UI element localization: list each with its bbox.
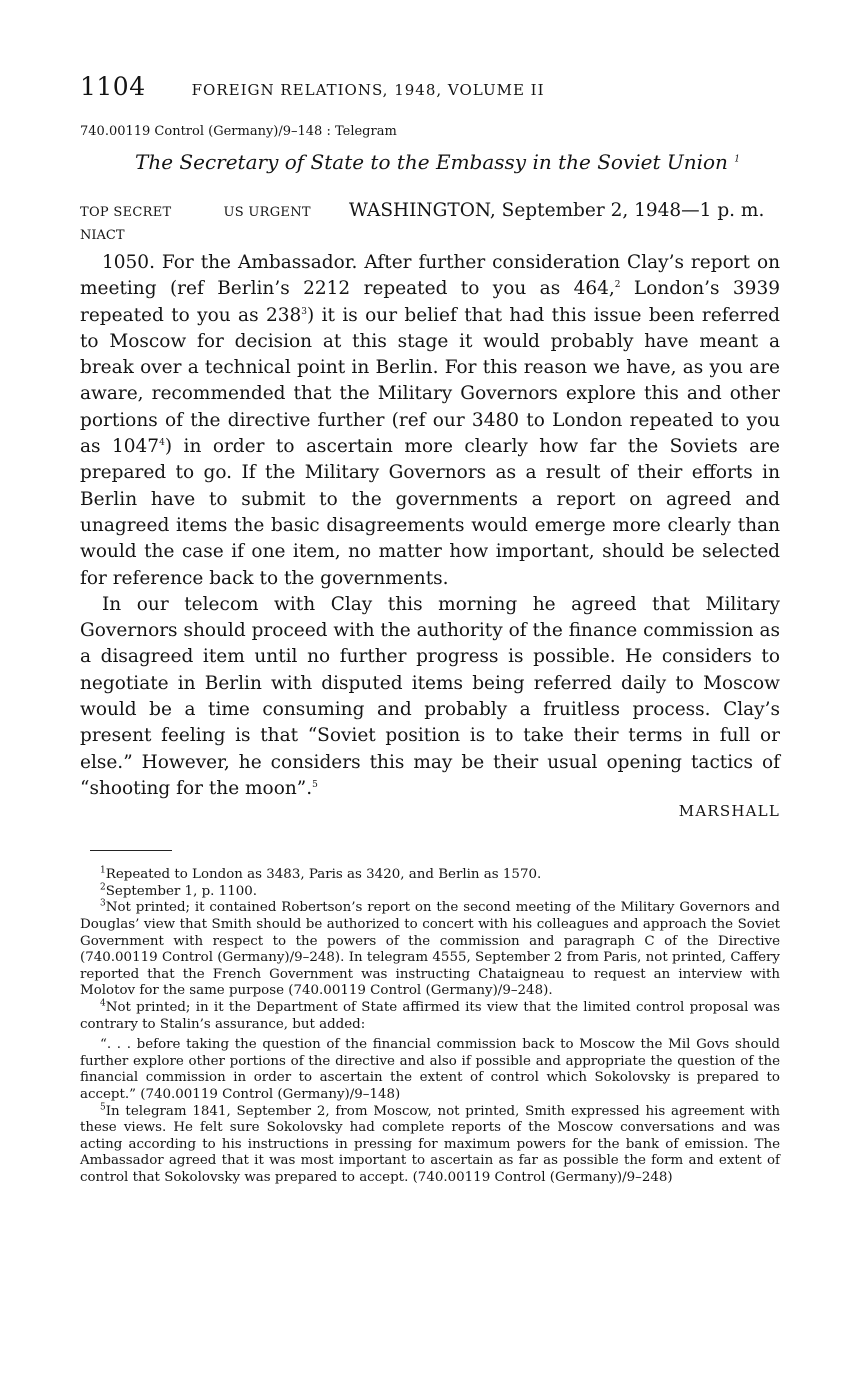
p1-text-a: 1050. For the Ambassador. After further consideration Clay’s report on meeting (ref Berlin’s 2212 repeated to you as 464, — [80, 252, 780, 300]
footnote-2-mark: 2 — [100, 882, 106, 893]
footnote-5-text: In telegram 1841, September 2, from Moscow, not printed, Smith expressed his agreement with these views. He felt sure Sokolovsky had complete reports of the Moscow conversations and was acting according to his instructions in pressing for maximum powers for the bank of emission. The Ambassador agreed that it was most important to ascertain as far as possible the form and extent of control that Sokolovsky was prepared to accept. (740.00119 Control (Germany)/9–248) — [80, 1103, 780, 1185]
body-paragraph-1 — [80, 250, 780, 592]
footnote-3-text: Not printed; it contained Robertson’s report on the second meeting of the Military Governors and Douglas’ view that Smith should be authorized to concert with his colleagues and approach the Soviet Government with respect to the powers of the commission and paragraph C of the Directive (740.00119 Control (Germany)/9–248). In telegram 4555, September 2 from Paris, not printed, Caffery reported that the French Government was instructing Chataigneau to request an interview with Molotov for the same purpose (740.00119 Control (Germany)/9–248). — [80, 900, 780, 999]
footnote-5-mark: 5 — [100, 1102, 106, 1113]
footnote-1-mark: 1 — [100, 865, 106, 876]
running-title: FOREIGN RELATIONS, 1948, VOLUME II — [191, 81, 545, 99]
p1-text-c: ) it is our belief that had this issue been referred to Moscow for decision at this stage it would probably have meant a break over a technical point in Berlin. For this reason we have, as you are aware, recommended that the Military Governors explore this and other portions of the directive further (ref our 3480 to London repeated to you as 1047 — [80, 304, 780, 458]
page-number: 1104 — [80, 72, 146, 101]
classification-top-secret: TOP SECRET — [80, 205, 172, 220]
footnote-3-mark: 3 — [100, 898, 106, 909]
footnote-4-text: Not printed; in it the Department of State affirmed its view that the limited control proposal was contrary to Stalin’s assurance, but added: — [80, 999, 780, 1032]
p1-text-b: London’s 3939 repeated to you as 238 — [80, 278, 780, 326]
footnote-4-quote: “. . . before taking the question of the financial commission back to Moscow the Mil Govs should further explore other portions of the directive and also if possible and appropriate the question of the financial commission in order to ascertain the extent of control which Sokolovsky is prepared to accept.” (740.00119 Control (Germany)/9–148) — [80, 1037, 780, 1102]
footnote-ref-1: 1 — [734, 154, 741, 165]
footnotes — [80, 867, 780, 1186]
footnote-4 — [80, 1000, 780, 1033]
document-title — [135, 150, 780, 180]
footnote-1-text: Repeated to London as 3483, Paris as 3420, and Berlin as 1570. — [105, 867, 542, 883]
dateline: WASHINGTON, September 2, 1948—1 p. m. — [348, 200, 765, 221]
footnote-ref-3: 3 — [301, 306, 308, 317]
footnote-1 — [80, 867, 780, 884]
document-meta — [80, 200, 780, 226]
p2-text-a: In our telecom with Clay this morning he agreed that Military Governors should proceed with the authority of the finance commission as a disagreed item until no further progress is possible. He considers to negotiate in Berlin with disputed items being referred daily to Moscow would be a time consuming and probably a fruitless process. Clay’s present feeling is that “Soviet position is to take their terms in full or else.” However, he considers this may be their usual opening tactics of “shooting for the moon”. — [80, 593, 780, 799]
document-title-text: The Secretary of State to the Embassy in the Soviet Union — [135, 150, 728, 174]
file-reference: 740.00119 Control (Germany)/9–148 : Telegram — [80, 124, 397, 139]
p1-text-d: ) in order to ascertain more clearly how far the Soviets are prepared to go. If the Military Governors as a result of their efforts in Berlin have to submit to the governments a report on agreed and unagreed items the basic disagreements would emerge more clearly than would the case if one item, no matter how important, should be selected for reference back to the governments. — [80, 436, 780, 589]
body-paragraph-2 — [80, 592, 780, 802]
footnote-4-mark: 4 — [100, 998, 106, 1009]
document-page — [80, 72, 780, 1187]
footnote-3 — [80, 900, 780, 1000]
footnote-ref-2: 2 — [614, 280, 621, 291]
footnote-2-text: September 1, p. 1100. — [105, 883, 258, 899]
footnote-2 — [80, 884, 780, 901]
classification-niact: NIACT — [80, 228, 125, 243]
page-header — [80, 72, 780, 106]
signature: MARSHALL — [678, 802, 780, 821]
footnote-divider — [90, 850, 172, 851]
footnote-ref-5: 5 — [312, 779, 318, 790]
classification-us-urgent: US URGENT — [223, 205, 311, 220]
footnote-ref-4: 4 — [159, 437, 165, 448]
footnote-5 — [80, 1104, 780, 1187]
